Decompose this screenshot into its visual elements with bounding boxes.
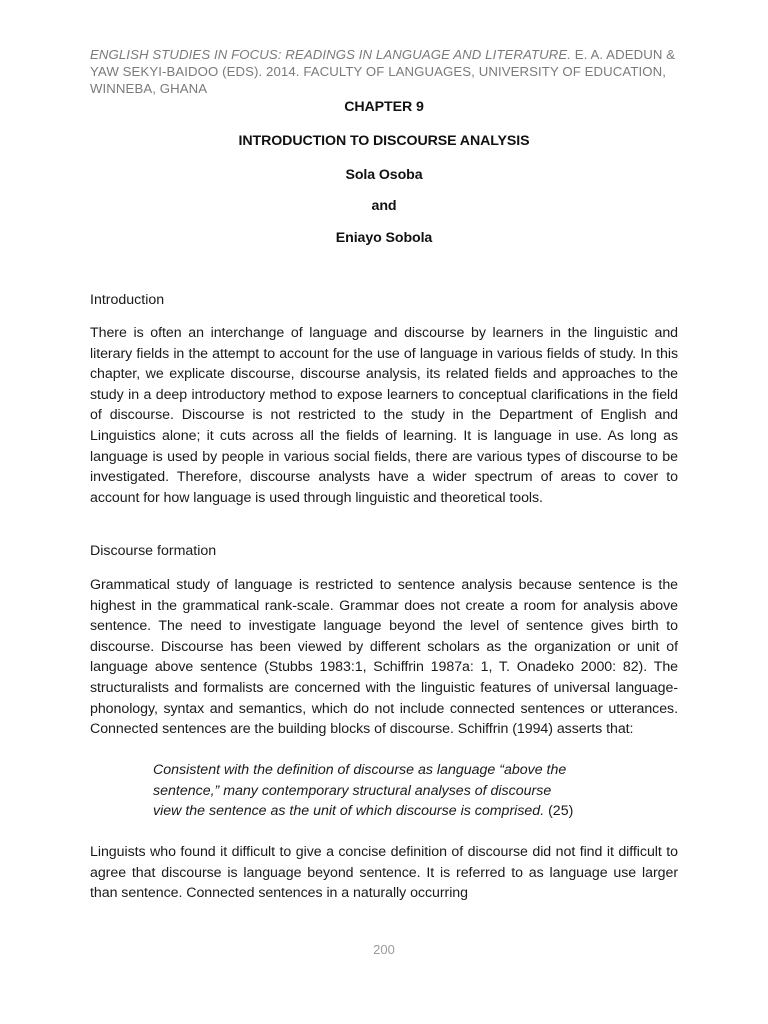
journal-editors-info: E. A. ADEDUN & YAW SEKYI-BAIDOO (EDS). 2014. FACULTY OF LANGUAGES, UNIVERSITY OF EDUCATION, WINNEBA, GHANA (90, 47, 676, 96)
block-quote (153, 760, 583, 822)
section-heading-discourse-formation: Discourse formation (90, 543, 217, 559)
paragraph-introduction: There is often an interchange of language and discourse by learners in the linguistic and literary fields in the attempt to account for the use of language in various fields of study. In this chapter, we explicate discourse, discourse analysis, its related fields and approaches to the study in a deep introductory method to expose learners to conceptual clarifications in the field of discourse. Discourse is not restricted to the study in the Department of English and Linguistics alone; it cuts across all the fields of learning. It is language in use. As long as language is used by people in various social fields, there are various types of discourse to be investigated. Therefore, discourse analysts have a wider spectrum of areas to cover to account for how language is used through linguistic and theoretical tools. (90, 325, 678, 506)
author-name-2: Eniayo Sobola (335, 230, 433, 246)
chapter-number: CHAPTER 9 (344, 99, 424, 115)
block-quote-citation: (25) (544, 803, 574, 820)
chapter-title: INTRODUCTION TO DISCOURSE ANALYSIS (238, 133, 530, 149)
journal-title: ENGLISH STUDIES IN FOCUS: READINGS IN LANGUAGE AND LITERATURE. (90, 47, 572, 62)
block-quote-text: Consistent with the definition of discourse as language “above the sentence,” many contemporary structural analyses of discourse view the sentence as the unit of which discourse is comprised. (153, 762, 567, 820)
author-name-1: Sola Osoba (345, 167, 423, 183)
section-heading-introduction: Introduction (90, 292, 165, 308)
paragraph-discourse-formation: Grammatical study of language is restricted to sentence analysis because sentence is the highest in the grammatical rank-scale. Grammar does not create a room for analysis above sentence. The need to investigate language beyond the level of sentence gives birth to discourse. Discourse has been viewed by different scholars as the organization or unit of language above sentence (Stubbs 1983:1, Schiffrin 1987a: 1, T. Onadeko 2000: 82). The structuralists and formalists are concerned with the linguistic features of universal language- phonology, syntax and semantics, which do not include connected sentences or utterances. Connected sentences are the building blocks of discourse. Schiffrin (1994) asserts that: (90, 577, 678, 738)
running-header (90, 46, 680, 97)
paragraph-linguists: Linguists who found it difficult to give a concise definition of discourse did not find it difficult to agree that discourse is language beyond sentence. It is referred to as language use larger than sentence. Connected sentences in a naturally occurring (90, 844, 678, 902)
author-conjunction: and (371, 198, 397, 214)
page-number: 200 (373, 942, 395, 957)
